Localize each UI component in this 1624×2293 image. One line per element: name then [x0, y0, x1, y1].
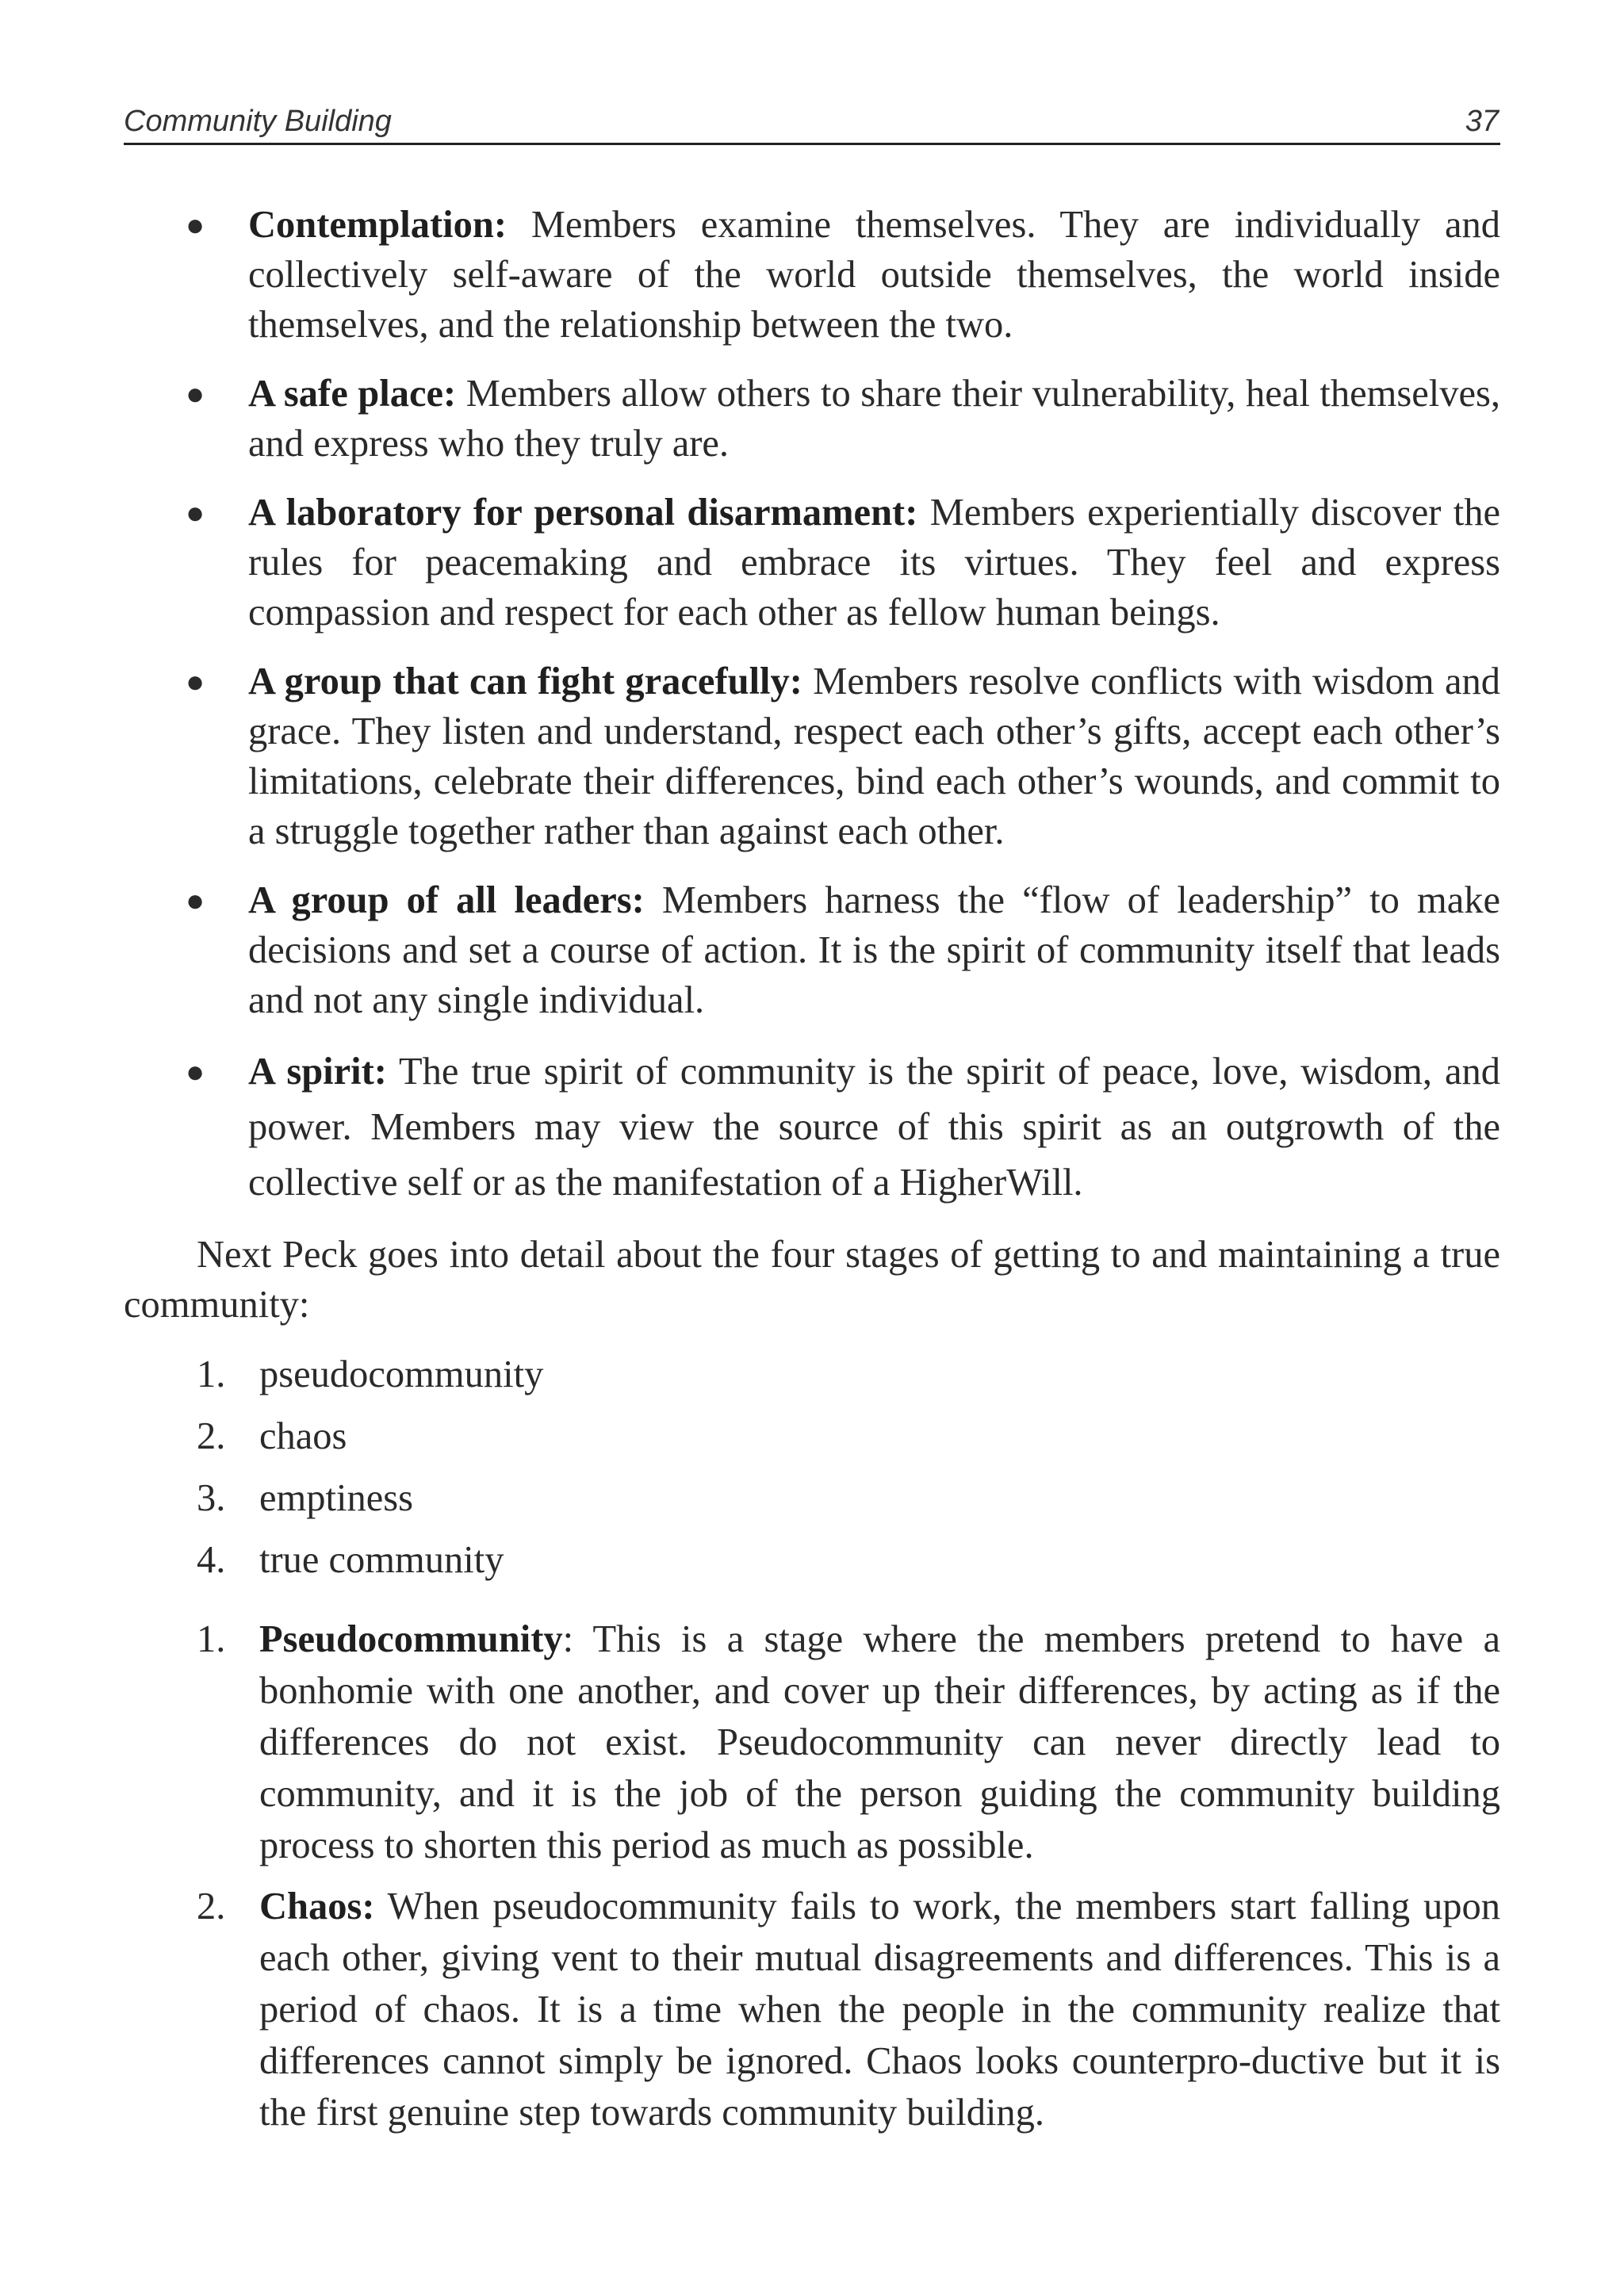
list-item [124, 488, 1500, 637]
bullet-icon: ● [186, 882, 205, 918]
bullet-icon: ● [186, 495, 205, 530]
list-item [124, 200, 1500, 350]
item-term: A group of all leaders: [248, 879, 645, 921]
list-item [124, 657, 1500, 856]
stage-item [124, 1468, 1500, 1529]
stage-number: 4. [197, 1539, 226, 1581]
stage-item [124, 1406, 1500, 1468]
stage-term: Chaos: [259, 1885, 375, 1927]
stage-label: emptiness [259, 1477, 413, 1519]
item-term: A laboratory for personal disarmament: [248, 492, 918, 534]
stage-item [124, 1529, 1500, 1591]
item-text: Members examine themselves. They are individually and collectively self-aware of the world outside themselves, the world inside themselves, and the relationship between the two. [248, 204, 1500, 346]
community-characteristics-list [124, 200, 1500, 1211]
stage-item [124, 1344, 1500, 1406]
running-header-title: Community Building [124, 105, 392, 138]
item-term: A spirit: [248, 1051, 387, 1093]
item-text: Members allow others to share their vulnerability, heal themselves, and express who they truly are. [248, 373, 1500, 465]
bullet-icon: ● [186, 376, 205, 412]
stage-label: chaos [259, 1415, 347, 1457]
stage-term: Pseudocommunity [259, 1618, 563, 1660]
list-item [124, 1044, 1500, 1211]
stage-number: 2. [197, 1885, 226, 1927]
bullet-icon: ● [186, 207, 205, 243]
stage-detail-item [124, 1614, 1500, 1871]
stage-details-list [124, 1614, 1500, 2138]
item-text: Members harness the “flow of leadership” to make decisions and set a course of action. It is the spirit of community itself that leads and not any single individual. [248, 879, 1501, 1021]
item-text: Members resolve conflicts with wisdom and grace. They listen and understand, respect each other’s gifts, accept each other’s limitations, celebrate their differences, bind each other’s wounds, and commit to a struggle together rather than against each other. [248, 660, 1500, 852]
item-text: The true spirit of community is the spirit of peace, love, wisdom, and power. Members may view the source of this spirit as an outgrowth of the collective self or as the manifestation of a HigherWill. [248, 1051, 1501, 1204]
bullet-icon: ● [186, 664, 205, 699]
item-text: Members experientially discover the rules for peacemaking and embrace its virtues. They feel and express compassion and respect for each other as fellow human beings. [248, 492, 1500, 634]
list-item [124, 875, 1500, 1025]
stage-label: true community [259, 1539, 504, 1581]
stage-detail-item [124, 1881, 1500, 2138]
item-term: A safe place: [248, 373, 457, 415]
list-item [124, 369, 1500, 469]
stage-number: 1. [197, 1353, 226, 1395]
page-number: 37 [1465, 105, 1499, 138]
stage-text: : This is a stage where the members pretend to have a bonhomie with one another, and cover up their differences, by acting as if the differences do not exist. Pseudocommunity can never directly lead to community, and it is the job of the person guiding the community building process to shorten this period as much as possible. [259, 1618, 1500, 1866]
stage-text: When pseudocommunity fails to work, the members start falling upon each other, giving vent to their mutual disagreements and differences. This is a period of chaos. It is a time when the people in the community realize that differences cannot simply be ignored. Chaos looks counterpro-ductive but it is the first genuine step towards community building. [259, 1885, 1500, 2134]
running-header [124, 103, 1500, 145]
stages-list [124, 1344, 1500, 1591]
item-term: A group that can fight gracefully: [248, 660, 802, 702]
item-term: Contemplation: [248, 204, 508, 246]
stage-number: 2. [197, 1415, 226, 1457]
stage-number: 1. [197, 1618, 226, 1660]
bullet-icon: ● [186, 1054, 205, 1089]
stage-label: pseudocommunity [259, 1353, 544, 1395]
page-body [124, 200, 1500, 2148]
stage-number: 3. [197, 1477, 226, 1519]
intro-paragraph: Next Peck goes into detail about the four stages of getting to and maintaining a true community: [124, 1234, 1500, 1326]
